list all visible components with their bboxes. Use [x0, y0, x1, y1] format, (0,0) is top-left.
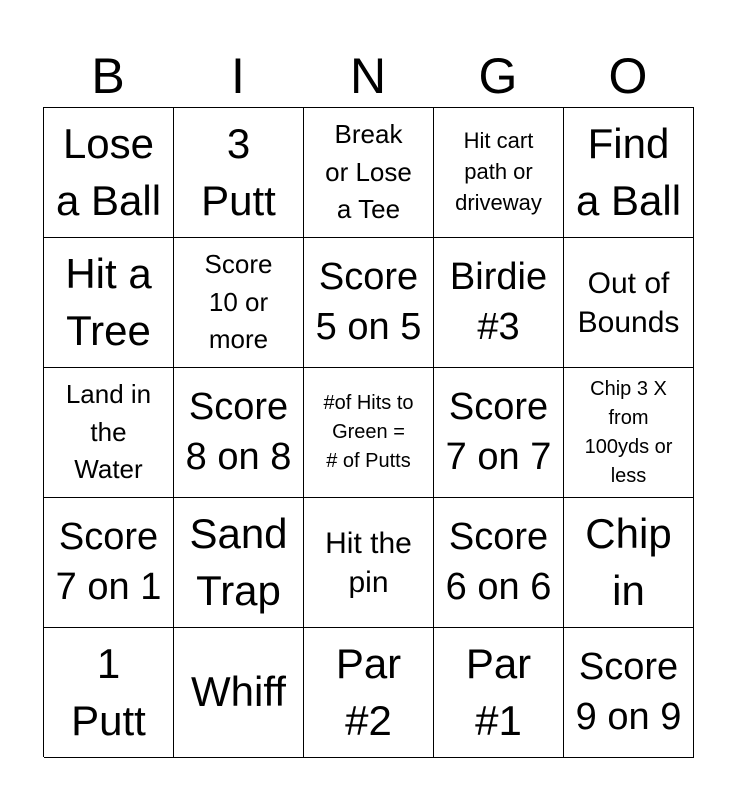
bingo-cell[interactable]: Score 7 on 1 — [44, 498, 174, 628]
bingo-cell[interactable]: Land in the Water — [44, 368, 174, 498]
bingo-header — [43, 46, 693, 106]
bingo-cell[interactable]: Score 9 on 9 — [564, 628, 694, 758]
header-letter-g: G — [478, 48, 518, 104]
bingo-cell[interactable]: Chip 3 X from 100yds or less — [564, 368, 694, 498]
bingo-cell[interactable]: Score 7 on 7 — [434, 368, 564, 498]
header-letter-n: N — [349, 48, 387, 104]
bingo-cell[interactable]: 1 Putt — [44, 628, 174, 758]
header-letter-o: O — [608, 48, 648, 104]
bingo-board — [43, 107, 694, 757]
bingo-cell[interactable]: 3 Putt — [174, 108, 304, 238]
bingo-cell[interactable]: Hit the pin — [304, 498, 434, 628]
bingo-cell[interactable]: Whiff — [174, 628, 304, 758]
bingo-cell[interactable]: Score 10 or more — [174, 238, 304, 368]
bingo-cell[interactable]: Score 6 on 6 — [434, 498, 564, 628]
bingo-cell[interactable]: Break or Lose a Tee — [304, 108, 434, 238]
bingo-cell[interactable]: Chip in — [564, 498, 694, 628]
header-letter-b: B — [91, 48, 125, 104]
bingo-cell[interactable]: Birdie #3 — [434, 238, 564, 368]
bingo-cell[interactable]: Find a Ball — [564, 108, 694, 238]
bingo-cell[interactable]: #of Hits to Green = # of Putts — [304, 368, 434, 498]
bingo-cell[interactable]: Hit cart path or driveway — [434, 108, 564, 238]
bingo-cell[interactable]: Score 5 on 5 — [304, 238, 434, 368]
bingo-cell[interactable]: Score 8 on 8 — [174, 368, 304, 498]
bingo-cell[interactable]: Par #2 — [304, 628, 434, 758]
bingo-cell[interactable]: Par #1 — [434, 628, 564, 758]
header-letter-i: I — [231, 48, 245, 104]
bingo-cell[interactable]: Out of Bounds — [564, 238, 694, 368]
bingo-cell[interactable]: Hit a Tree — [44, 238, 174, 368]
bingo-cell[interactable]: Sand Trap — [174, 498, 304, 628]
bingo-cell[interactable]: Lose a Ball — [44, 108, 174, 238]
